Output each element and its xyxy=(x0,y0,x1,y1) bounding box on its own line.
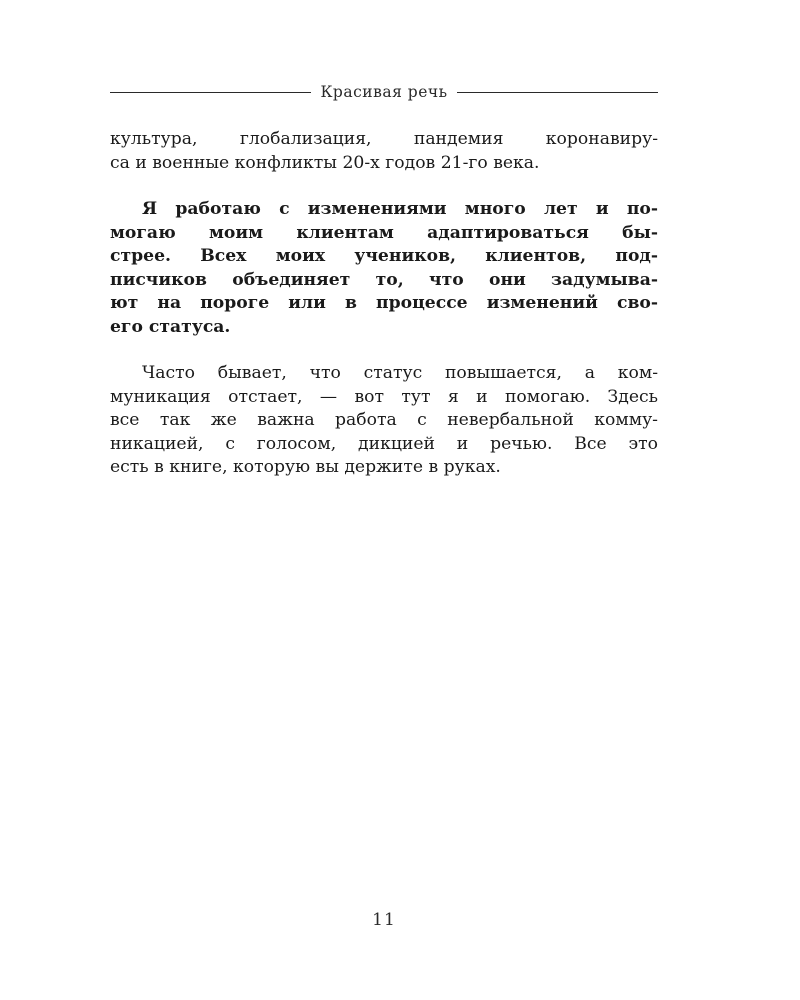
text-line: все так же важна работа с невербальной комму- xyxy=(110,410,658,430)
text-line: Часто бывает, что статус повышается, а ком- xyxy=(142,363,658,383)
page-body xyxy=(110,128,658,480)
header-rule-right xyxy=(457,92,658,93)
text-line: могаю моим клиентам адаптироваться бы- xyxy=(110,222,658,243)
page-number: 11 xyxy=(372,910,396,930)
text-line: Я работаю с изменениями много лет и по- xyxy=(142,199,658,219)
text-line: стрее. Всех моих учеников, клиентов, под- xyxy=(110,246,658,266)
paragraph-continued xyxy=(110,128,658,175)
text-line: ют на пороге или в процессе изменений сво- xyxy=(110,293,658,313)
text-line: муникация отстает, — вот тут я и помогаю. Здесь xyxy=(110,386,658,407)
text-line: есть в книге, которую вы держите в руках. xyxy=(110,457,501,477)
header-rule-left xyxy=(110,92,311,93)
text-line: никацией, с голосом, дикцией и речью. Все это xyxy=(110,433,658,454)
running-title: Красивая речь xyxy=(320,83,448,101)
text-line: са и военные конфликты 20-х годов 21-го века. xyxy=(110,152,540,173)
text-line: его статуса. xyxy=(110,316,231,337)
running-header xyxy=(110,80,658,104)
text-line: культура, глобализация, пандемия коронавиру- xyxy=(110,129,658,149)
text-line: писчиков объединяет то, что они задумыва- xyxy=(110,269,658,290)
paragraph-bold xyxy=(110,198,658,339)
paragraph xyxy=(110,362,658,480)
